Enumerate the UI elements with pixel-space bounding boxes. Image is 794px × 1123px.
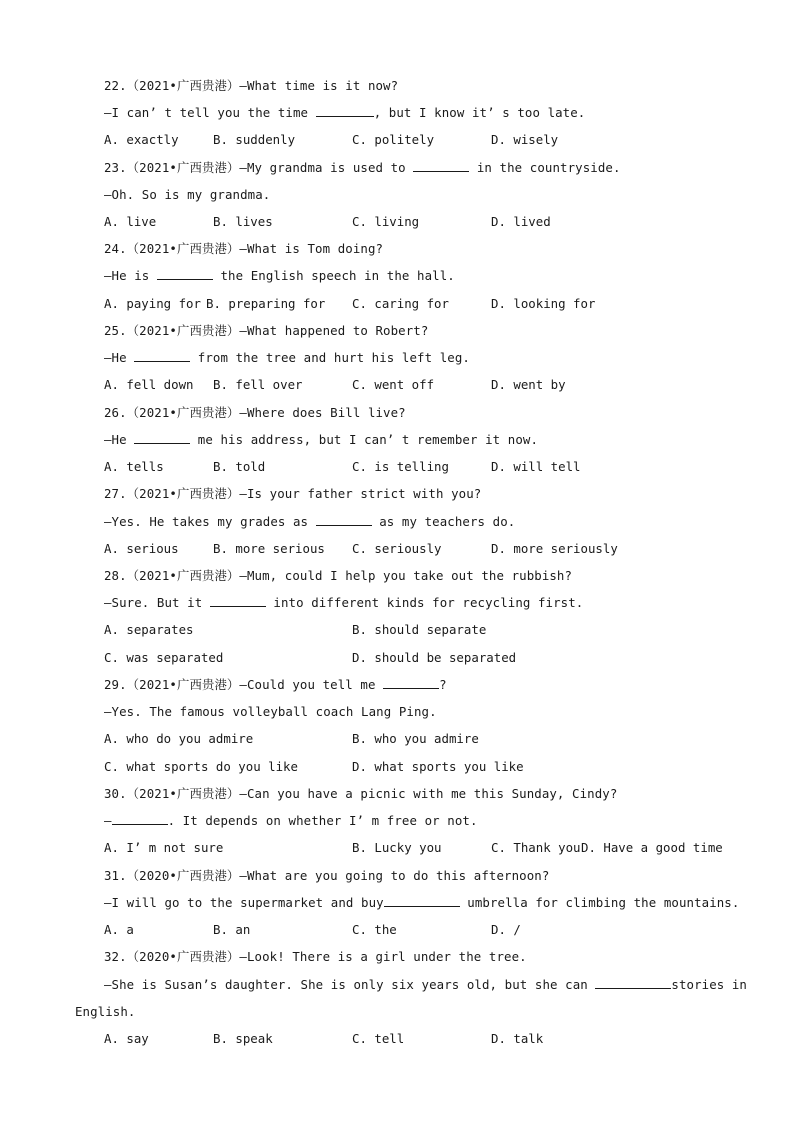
- question-27-option-c: C. seriously: [352, 541, 442, 556]
- question-32-blank: [595, 975, 671, 989]
- question-22-option-c: C. politely: [352, 132, 435, 147]
- question-32-option-d: D. talk: [491, 1031, 544, 1046]
- question-25-stem: 25.（2021•广西贵港）—What happened to Robert?: [104, 323, 429, 338]
- question-26-blank: [134, 430, 190, 444]
- question-22-answer: [104, 103, 585, 123]
- question-23-stem-pre: 23.（2021•广西贵港）—My grandma is used to: [104, 160, 414, 175]
- question-29-answer: —Yes. The famous volleyball coach Lang Ping.: [104, 704, 437, 719]
- question-28-option-a: A. separates: [104, 622, 194, 637]
- question-23-stem-post: in the countryside.: [469, 160, 621, 175]
- question-26-answer-pre: —He: [104, 432, 135, 447]
- question-26-option-a: A. tells: [104, 459, 164, 474]
- question-31-option-a: A. a: [104, 922, 134, 937]
- question-30-blank: [112, 811, 168, 825]
- question-25-option-b: B. fell over: [213, 377, 303, 392]
- question-24-answer-post: the English speech in the hall.: [212, 268, 455, 283]
- question-26-option-c: C. is telling: [352, 459, 449, 474]
- question-29-stem-post: ?: [439, 677, 447, 692]
- question-23-option-c: C. living: [352, 214, 420, 229]
- question-24-blank: [157, 266, 213, 280]
- question-32-option-b: B. speak: [213, 1031, 273, 1046]
- question-25-answer-post: from the tree and hurt his left leg.: [190, 350, 470, 365]
- question-24-option-d: D. looking for: [491, 296, 596, 311]
- question-22-answer-post: , but I know it’ s too late.: [373, 105, 586, 120]
- question-30-answer: [104, 811, 478, 831]
- question-23-blank: [413, 158, 469, 172]
- question-31-answer-pre: —I will go to the supermarket and buy: [104, 895, 384, 910]
- question-30-answer-pre: —: [104, 813, 112, 828]
- question-24-stem: 24.（2021•广西贵港）—What is Tom doing?: [104, 241, 384, 256]
- question-22-option-b: B. suddenly: [213, 132, 296, 147]
- question-24-option-b: B. preparing for: [206, 296, 326, 311]
- question-30-option-b: B. Lucky you: [352, 840, 442, 855]
- question-31-option-d: D. /: [491, 922, 521, 937]
- question-25-answer: [104, 348, 470, 368]
- question-27-answer-post: as my teachers do.: [371, 514, 516, 529]
- question-29-option-b: B. who you admire: [352, 731, 479, 746]
- question-32-answer-post: stories in: [671, 977, 747, 992]
- question-32-answer-pre: —She is Susan’s daughter. She is only six years old, but she can: [104, 977, 596, 992]
- question-23-stem: [104, 158, 621, 178]
- question-32-stem: 32.（2020•广西贵港）—Look! There is a girl under the tree.: [104, 949, 527, 964]
- question-24-option-c: C. caring for: [352, 296, 449, 311]
- question-23-answer: —Oh. So is my grandma.: [104, 187, 271, 202]
- question-31-stem: 31.（2020•广西贵港）—What are you going to do this afternoon?: [104, 868, 550, 883]
- question-32-option-c: C. tell: [352, 1031, 405, 1046]
- question-30-option-c: C. Thank you: [491, 840, 581, 855]
- question-24-option-a: A. paying for: [104, 296, 201, 311]
- question-22-answer-pre: —I can’ t tell you the time: [104, 105, 316, 120]
- question-25-option-d: D. went by: [491, 377, 566, 392]
- question-22-stem: 22.（2021•广西贵港）—What time is it now?: [104, 78, 399, 93]
- question-25-answer-pre: —He: [104, 350, 135, 365]
- question-27-answer: [104, 512, 515, 532]
- question-24-answer: [104, 266, 455, 286]
- question-29-stem-pre: 29.（2021•广西贵港）—Could you tell me: [104, 677, 384, 692]
- question-26-option-d: D. will tell: [491, 459, 581, 474]
- question-23-option-b: B. lives: [213, 214, 273, 229]
- question-27-option-d: D. more seriously: [491, 541, 618, 556]
- question-31-blank: [384, 893, 460, 907]
- question-27-answer-pre: —Yes. He takes my grades as: [104, 514, 316, 529]
- question-27-option-b: B. more serious: [213, 541, 325, 556]
- question-22-blank: [316, 103, 374, 117]
- question-32-answer-wrap: English.: [75, 1004, 136, 1019]
- question-26-stem: 26.（2021•广西贵港）—Where does Bill live?: [104, 405, 406, 420]
- question-31-option-c: C. the: [352, 922, 397, 937]
- question-28-option-b: B. should separate: [352, 622, 487, 637]
- question-32-answer: [104, 975, 747, 995]
- question-28-blank: [210, 593, 266, 607]
- question-26-answer: [104, 430, 538, 450]
- question-28-option-d: D. should be separated: [352, 650, 517, 665]
- question-29-option-d: D. what sports you like: [352, 759, 524, 774]
- question-32-option-a: A. say: [104, 1031, 149, 1046]
- question-31-answer: [104, 893, 739, 913]
- question-29-option-c: C. what sports do you like: [104, 759, 298, 774]
- question-30-stem: 30.（2021•广西贵港）—Can you have a picnic with me this Sunday, Cindy?: [104, 786, 618, 801]
- question-31-option-b: B. an: [213, 922, 251, 937]
- question-30-option-d: D. Have a good time: [581, 840, 723, 855]
- question-25-option-a: A. fell down: [104, 377, 194, 392]
- question-28-answer-post: into different kinds for recycling first.: [265, 595, 584, 610]
- question-27-stem: 27.（2021•广西贵港）—Is your father strict with you?: [104, 486, 482, 501]
- question-28-answer: [104, 593, 583, 613]
- question-23-option-a: A. live: [104, 214, 157, 229]
- question-28-stem: 28.（2021•广西贵港）—Mum, could I help you take out the rubbish?: [104, 568, 573, 583]
- question-31-answer-post: umbrella for climbing the mountains.: [459, 895, 740, 910]
- question-25-blank: [134, 348, 190, 362]
- question-23-option-d: D. lived: [491, 214, 551, 229]
- question-28-option-c: C. was separated: [104, 650, 224, 665]
- question-29-stem: [104, 675, 447, 695]
- question-27-blank: [316, 512, 372, 526]
- question-29-blank: [383, 675, 439, 689]
- question-26-answer-post: me his address, but I can’ t remember it now.: [190, 432, 539, 447]
- question-30-answer-post: . It depends on whether I’ m free or not.: [167, 813, 478, 828]
- question-27-option-a: A. serious: [104, 541, 179, 556]
- question-28-answer-pre: —Sure. But it: [104, 595, 210, 610]
- question-25-option-c: C. went off: [352, 377, 435, 392]
- question-29-option-a: A. who do you admire: [104, 731, 254, 746]
- question-22-option-d: D. wisely: [491, 132, 559, 147]
- question-24-answer-pre: —He is: [104, 268, 157, 283]
- question-26-option-b: B. told: [213, 459, 266, 474]
- question-30-option-a: A. I’ m not sure: [104, 840, 224, 855]
- question-22-option-a: A. exactly: [104, 132, 179, 147]
